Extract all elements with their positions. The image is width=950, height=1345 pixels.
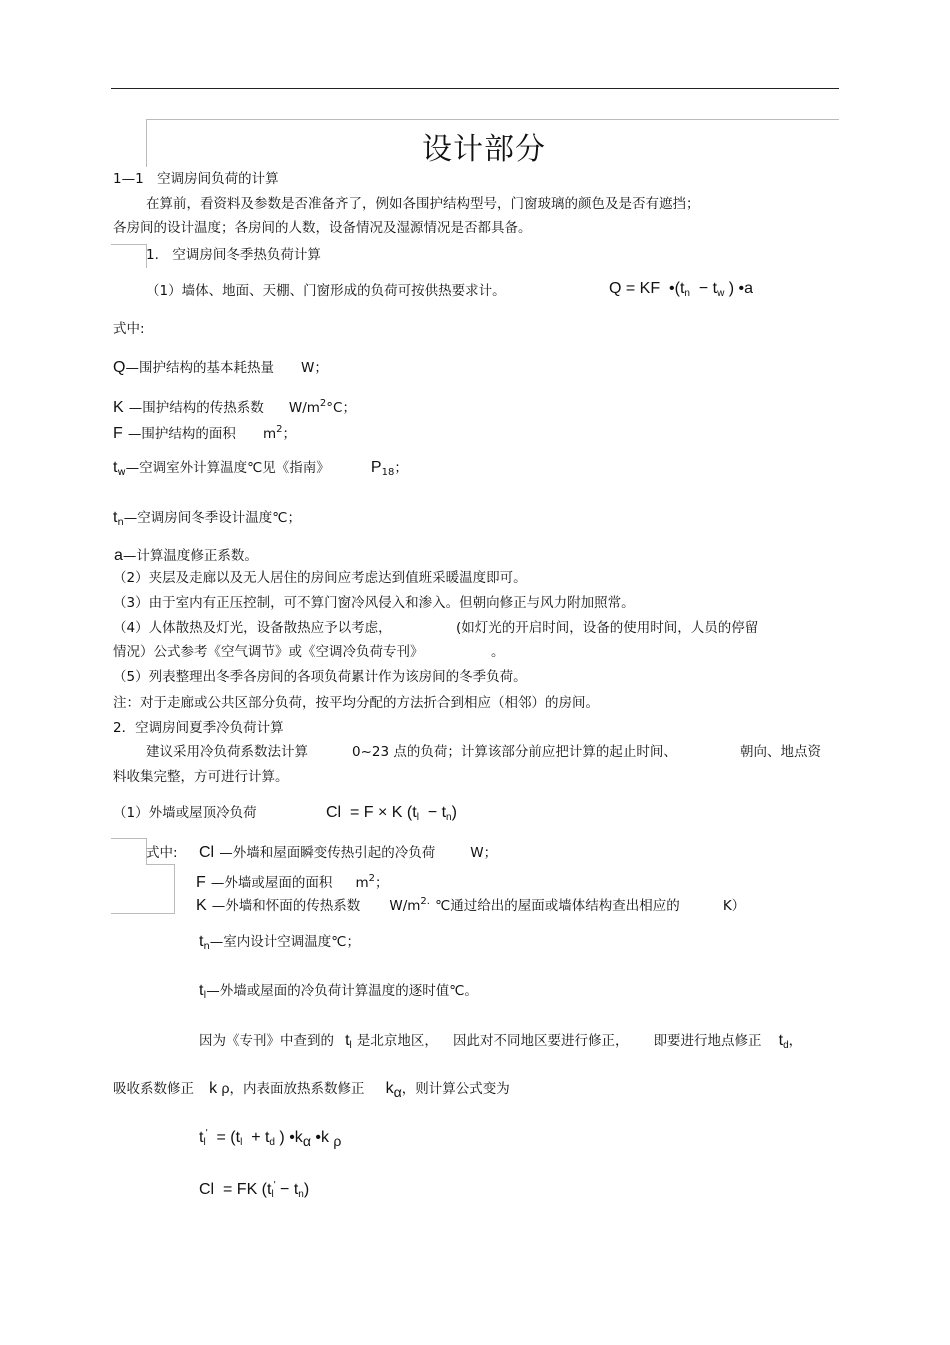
definition-tw: $t_w—$空调室外计算温度℃见《指南》 $P_{18}$； [113,459,408,478]
shizhong-label: 式中: [113,321,145,337]
item-3: （3）由于室内有正压控制，可不算门窗冷风侵入和渗入。但朝向修正与风力附加照常。 [113,595,635,611]
summer-para-1a: 建议采用冷负荷系数法计算 [146,744,308,760]
formula-cooling-load: Cl = FK $(t_l' - t_n)$ [199,1180,310,1200]
note: 注：对于走廊或公共区部分负荷，按平均分配的方法折合到相应（相邻）的房间。 [113,695,599,711]
summer-heading: 2．空调房间夏季冷负荷计算 [113,720,284,736]
definition-F2: F —外墙或屋面的面积 $m^2$； [196,873,389,891]
frame-line [146,119,839,120]
summer-para-2: 料收集完整，方可进行计算。 [113,769,289,785]
correction-paragraph-2: 吸收系数修正 k ρ，内表面放热系数修正 kα，则计算公式变为 [113,1080,510,1100]
section-heading: 1—1 空调房间负荷的计算 [113,171,279,187]
frame-line [146,864,174,865]
definition-F: F —围护结构的面积 $m^2$； [113,424,296,442]
definition-Q: Q—围护结构的基本耗热量 W； [113,359,328,376]
frame-line [111,838,146,839]
intro-line-2: 各房间的设计温度；各房间的人数，设备情况及湿源情况是否都具备。 [113,220,532,236]
frame-line [174,864,175,914]
intro-line-1: 在算前，看资料及参数是否准备齐了，例如各围护结构型号，门窗玻璃的颜色及是否有遮挡； [146,196,700,212]
page-title: 设计部分 [422,132,546,167]
item-4d: 。 [491,644,505,660]
frame-line [146,119,147,167]
item-2: （2）夹层及走廊以及无人居住的房间应考虑达到值班采暖温度即可。 [113,570,527,586]
item-4c: 情况）公式参考《空气调节》或《空调冷负荷专刊》 [113,644,424,660]
summer-formula-1: Cl = F × K $(t_l - t_n)$ [326,804,457,823]
summer-item-1: （1）外墙或屋顶冷负荷 [113,805,257,821]
definition-tn2: $t_n—$室内设计空调温度℃； [199,933,360,952]
definition-K: K —围护结构的传热系数 $W/m^2^\circ C$； [113,398,356,416]
winter-formula: Q = KF $•(t_n - t_w$ ) •a [609,280,754,299]
definition-K2: K —外墙和怀面的传热系数 $W/m^{2.}$ ℃通过给出的屋面或墙体结构查出相应的 K） [196,896,746,914]
item-4a: （4）人体散热及灯光，设备散热应予以考虑， [113,620,392,636]
definition-a: a—计算温度修正系数。 [114,547,258,564]
shizhong-label-2: 式中: [146,845,178,861]
frame-line [111,913,174,914]
summer-para-1c: 朝向、地点资 [740,744,821,760]
correction-paragraph-1: 因为《专刊》中查到的 $t_l$ 是北京地区， 因此对不同地区要进行修正， 即要进行地点修正 $t_d$， [199,1032,803,1051]
definition-Cl: Cl —外墙和屋面瞬变传热引起的冷负荷 W； [199,844,498,861]
item-5: （5）列表整理出冬季各房间的各项负荷累计作为该房间的冬季负荷。 [113,669,527,685]
winter-item-1: （1）墙体、地面、天棚、门窗形成的负荷可按供热要求计。 [146,283,506,299]
header-rule [111,88,839,89]
definition-tl: $t_l—$外墙或屋面的冷负荷计算温度的逐时值℃。 [199,982,478,1001]
winter-heading: 1. 空调房间冬季热负荷计算 [146,247,321,263]
definition-tn: $t_n—$空调房间冬季设计温度℃； [113,509,301,528]
formula-corrected-temperature: $t_l' = (t_l + t_d$ ) •kα •k ρ [199,1128,342,1149]
frame-line [111,244,146,245]
item-4b: (如灯光的开启时间，设备的使用时间，人员的停留 [456,620,759,636]
summer-para-1b: 0~23 点的负荷；计算该部分前应把计算的起止时间、 [352,744,677,760]
